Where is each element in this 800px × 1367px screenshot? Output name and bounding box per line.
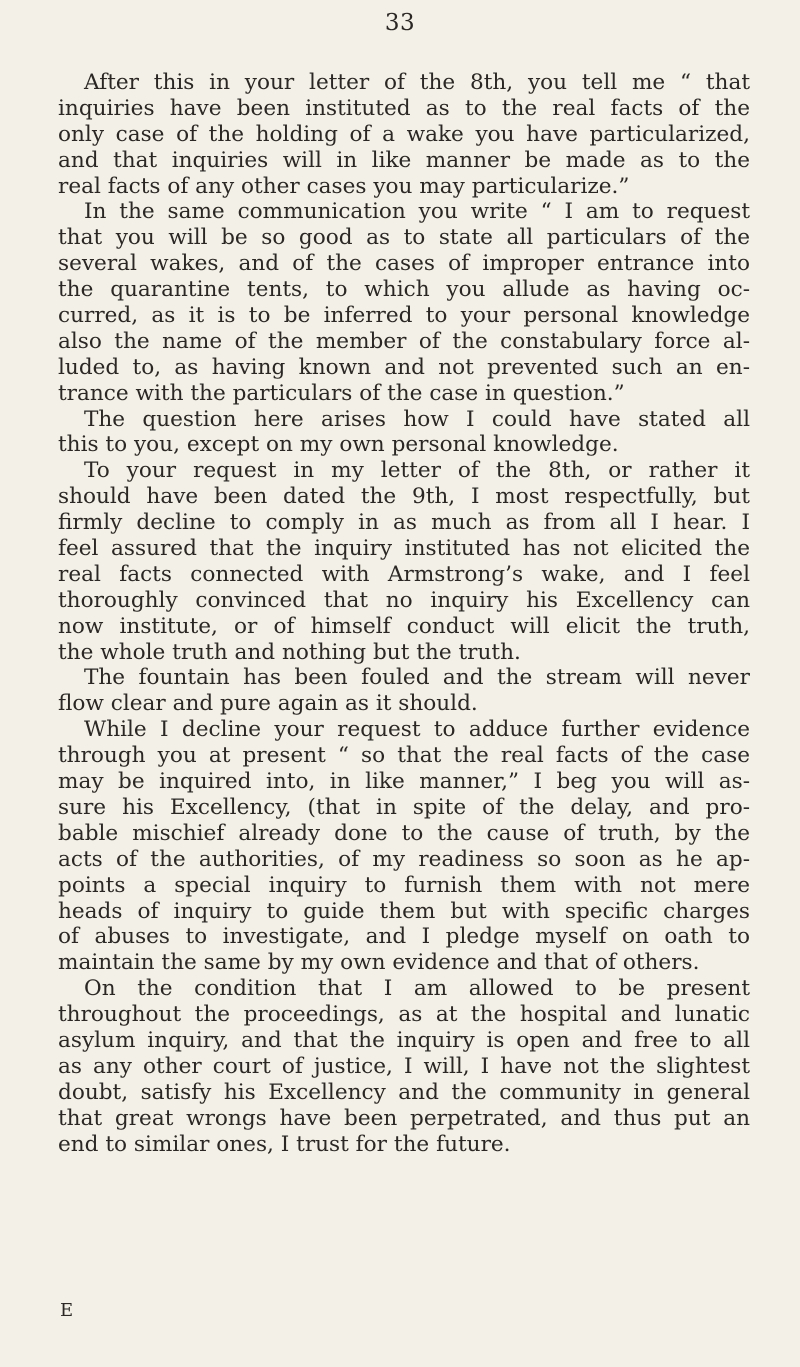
text-line: should have been dated the 9th, I most respectfully, but: [58, 484, 750, 510]
text-line: bable mischief already done to the cause of truth, by the: [58, 820, 750, 846]
text-line: acts of the authorities, of my readiness so soon as he ap-: [58, 846, 750, 872]
text-line: feel assured that the inquiry instituted has not elicited the: [58, 536, 750, 562]
text-line: curred, as it is to be inferred to your personal knowledge: [58, 303, 750, 329]
text-line: this to you, except on my own personal knowledge.: [58, 432, 619, 458]
text-line: and that inquiries will in like manner be made as to the: [58, 147, 750, 173]
text-line: throughout the proceedings, as at the hospital and lunatic: [58, 1002, 750, 1028]
text-line: asylum inquiry, and that the inquiry is open and free to all: [58, 1027, 750, 1053]
text-line: sure his Excellency, (that in spite of the delay, and pro-: [58, 794, 750, 820]
text-line: In the same communication you write “ I am to request: [84, 199, 750, 225]
text-line: After this in your letter of the 8th, you tell me “ that: [84, 70, 750, 95]
text-line: as any other court of justice, I will, I have not the slightest: [58, 1053, 750, 1079]
text-line: points a special inquiry to furnish them with not mere: [58, 872, 750, 898]
text-line: flow clear and pure again as it should.: [58, 691, 478, 717]
text-line: heads of inquiry to guide them but with specific charges: [58, 898, 750, 924]
text-line: real facts of any other cases you may particularize.”: [58, 173, 630, 199]
text-line: only case of the holding of a wake you have particularized,: [58, 121, 750, 147]
signature-mark: E: [60, 1300, 74, 1321]
text-line: luded to, as having known and not prevented such an en-: [58, 354, 750, 380]
body-text: [58, 70, 750, 1157]
text-line: of abuses to investigate, and I pledge myself on oath to: [58, 924, 750, 950]
text-line: real facts connected with Armstrong’s wake, and I feel: [58, 561, 750, 587]
text-line: the whole truth and nothing but the truth.: [58, 639, 521, 665]
text-line: may be inquired into, in like manner,” I beg you will as-: [58, 769, 750, 795]
page-number: 33: [384, 10, 416, 36]
text-line: While I decline your request to adduce further evidence: [84, 717, 750, 743]
text-line: trance with the particulars of the case in question.”: [58, 380, 625, 406]
text-line: now institute, or of himself conduct will elicit the truth,: [58, 613, 750, 639]
text-line: firmly decline to comply in as much as from all I hear. I: [58, 510, 750, 536]
text-line: doubt, satisfy his Excellency and the community in general: [58, 1079, 750, 1105]
text-line: that you will be so good as to state all particulars of the: [58, 225, 750, 251]
text-line: several wakes, and of the cases of improper entrance into: [58, 251, 750, 277]
text-line: To your request in my letter of the 8th, or rather it: [84, 458, 750, 484]
text-line: The question here arises how I could have stated all: [84, 406, 750, 432]
text-line: maintain the same by my own evidence and that of others.: [58, 950, 700, 976]
text-line: On the condition that I am allowed to be present: [84, 976, 750, 1002]
text-line: end to similar ones, I trust for the future.: [58, 1131, 511, 1157]
text-line: through you at present “ so that the real facts of the case: [58, 743, 750, 769]
text-line: inquiries have been instituted as to the real facts of the: [58, 95, 750, 121]
text-line: the quarantine tents, to which you allude as having oc-: [58, 277, 750, 303]
text-line: also the name of the member of the constabulary force al-: [58, 328, 750, 354]
text-line: that great wrongs have been perpetrated, and thus put an: [58, 1105, 750, 1131]
text-line: thoroughly convinced that no inquiry his Excellency can: [58, 587, 750, 613]
text-line: The fountain has been fouled and the stream will never: [84, 665, 750, 691]
